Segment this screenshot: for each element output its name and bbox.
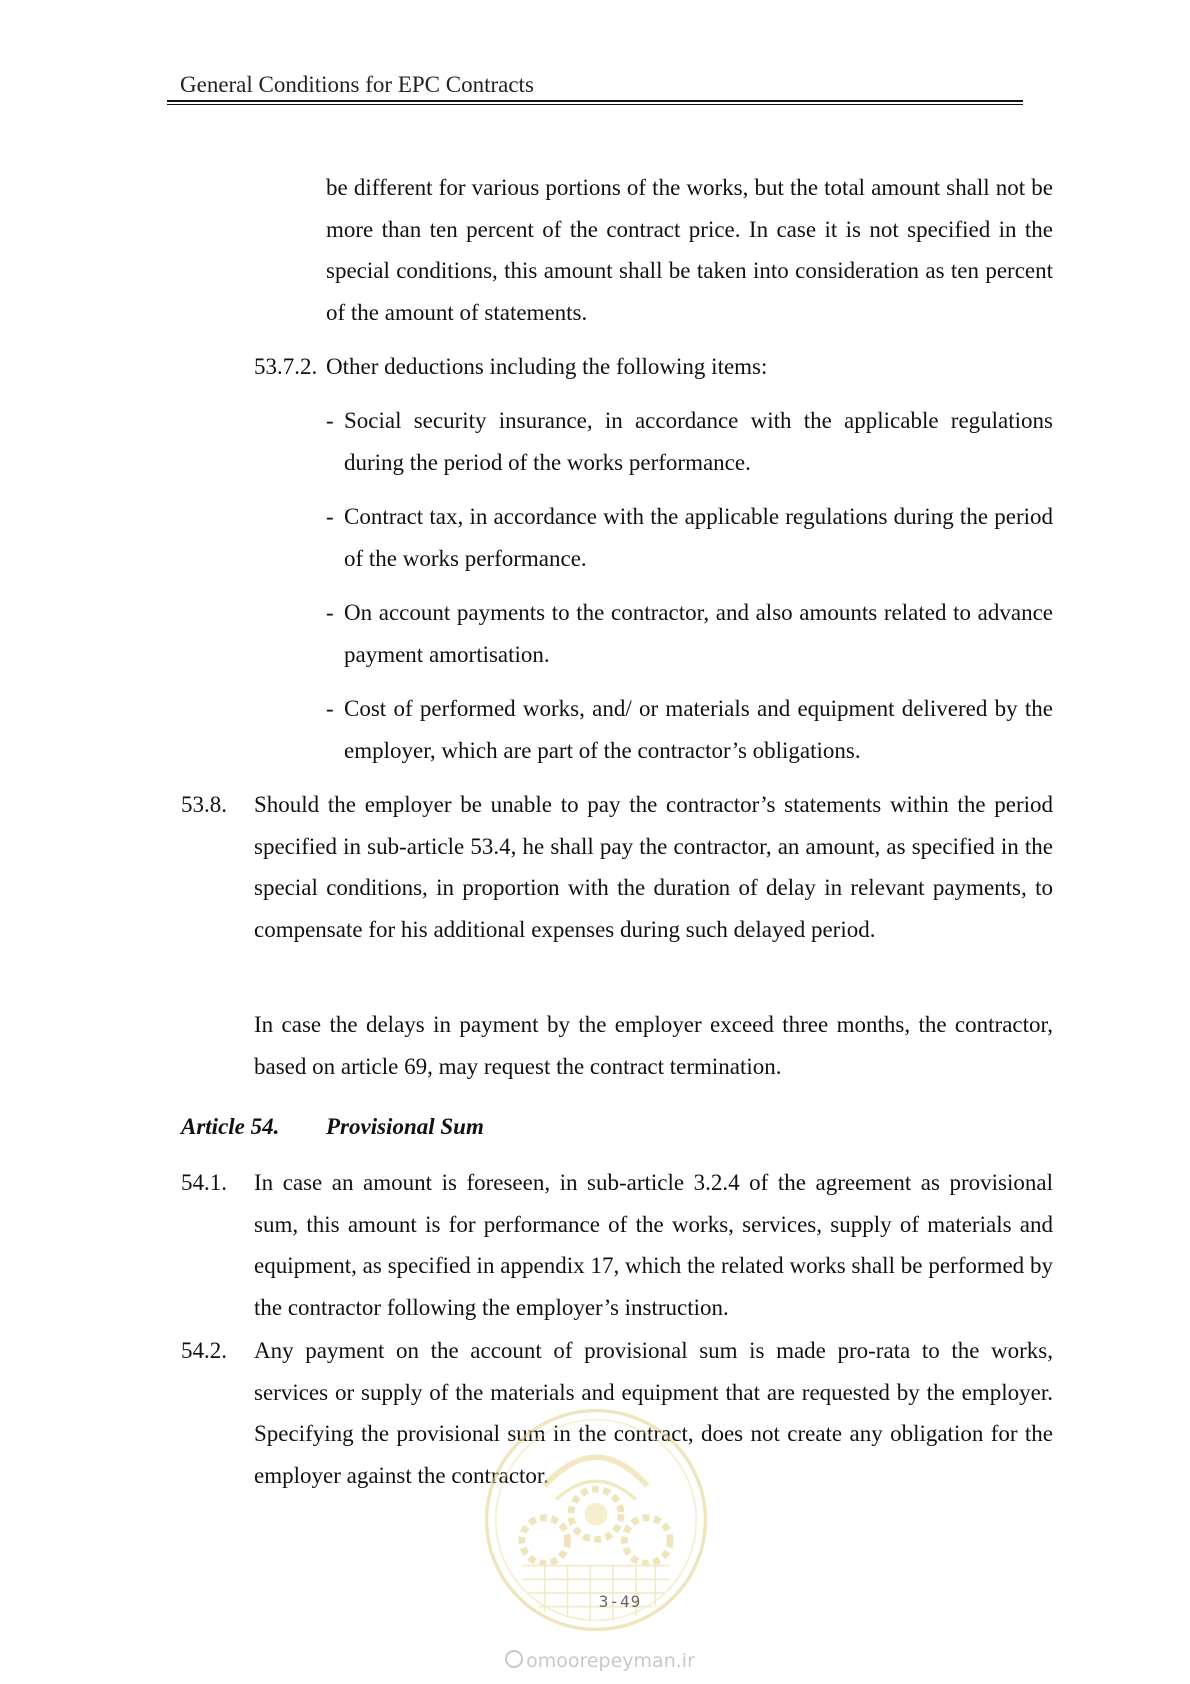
bullet-item: On account payments to the contractor, and also amounts related to advance payment amortisation. bbox=[344, 600, 1053, 667]
section-number-53-8: 53.8. bbox=[181, 792, 227, 817]
section-text-54-1: In case an amount is foreseen, in sub-article 3.2.4 of the agreement as provisional sum, this amount is for performance of the works, services, supply of materials and equipment, as specified in appendix 17, which the related works shall be performed by the contractor following the employer’s instruction. bbox=[254, 1170, 1053, 1320]
section-text-53-8-continued: In case the delays in payment by the employer exceed three months, the contractor, based on article 69, may request the contract termination. bbox=[254, 1012, 1053, 1079]
page-number: 3-49 bbox=[598, 1592, 642, 1611]
header-rule bbox=[167, 100, 1023, 102]
watermark bbox=[490, 1650, 710, 1672]
watermark-text: omoorepeyman.ir bbox=[526, 1650, 695, 1672]
section-text-53-7-2: Other deductions including the following items: bbox=[326, 354, 768, 379]
section-text-54-2: Any payment on the account of provisional sum is made pro-rata to the works, services or supply of the materials and equipment that are requested by the employer. Specifying the provisional sum in the contract, does not create any obligation for the employer against the contractor. bbox=[254, 1338, 1053, 1488]
bullet-dash: - bbox=[326, 600, 334, 625]
article-title: Provisional Sum bbox=[326, 1114, 484, 1139]
bullet-dash: - bbox=[326, 696, 334, 721]
bullet-dash: - bbox=[326, 408, 334, 433]
section-text-53-8: Should the employer be unable to pay the contractor’s statements within the period specified in sub-article 53.4, he shall pay the contractor, an amount, as specified in the special conditions, in proportion with the duration of delay in relevant payments, to compensate for his additional expenses during such delayed period. bbox=[254, 792, 1053, 942]
bullet-item: Cost of performed works, and/ or materials and equipment delivered by the employer, which are part of the contractor’s obligations. bbox=[344, 696, 1053, 763]
header-rule-thin bbox=[167, 104, 1023, 105]
section-number-53-7-2: 53.7.2. bbox=[254, 354, 318, 379]
article-label: Article 54. bbox=[181, 1114, 280, 1139]
section-number-54-1: 54.1. bbox=[181, 1170, 227, 1195]
globe-icon bbox=[505, 1650, 523, 1668]
continued-paragraph: be different for various portions of the works, but the total amount shall not be more than ten percent of the contract price. In case it is not specified in the special conditions, this amount shall be taken into consideration as ten percent of the amount of statements. bbox=[326, 175, 1053, 325]
bullet-item: Contract tax, in accordance with the applicable regulations during the period of the works performance. bbox=[344, 504, 1053, 571]
bullet-dash: - bbox=[326, 504, 334, 529]
bullet-item: Social security insurance, in accordance with the applicable regulations during the period of the works performance. bbox=[344, 408, 1053, 475]
running-header: General Conditions for EPC Contracts bbox=[180, 72, 534, 97]
section-number-54-2: 54.2. bbox=[181, 1338, 227, 1363]
